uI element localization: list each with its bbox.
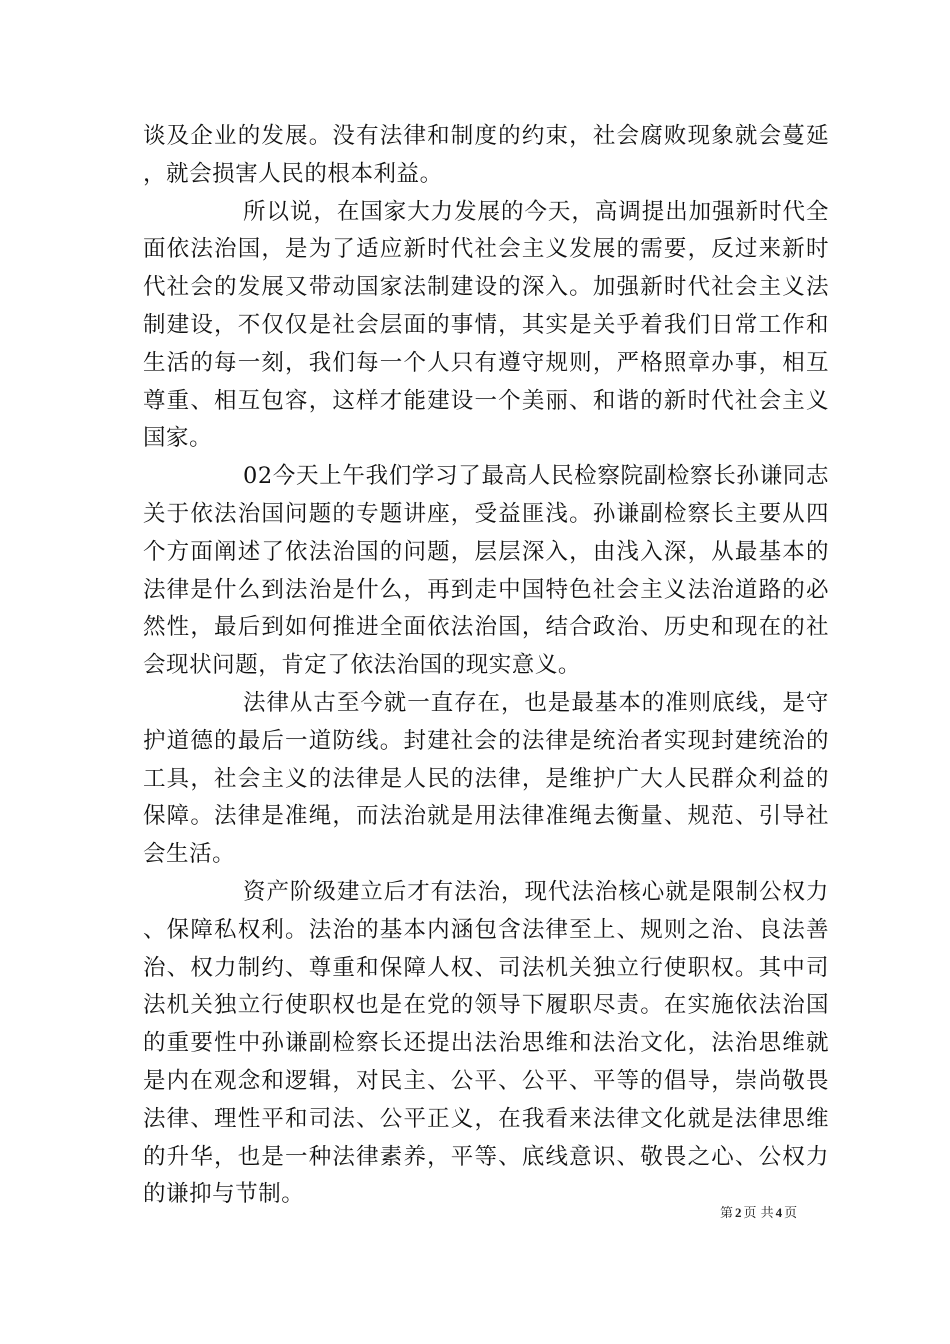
footer-middle: 页 共 bbox=[743, 1206, 774, 1221]
paragraph-3: 02今天上午我们学习了最高人民检察院副检察长孙谦同志关于依法治国问题的专题讲座，受益匪浅。孙谦副检察长主要从四个方面阐述了依法治国的问题，层层深入，由浅入深，从最基本的法律是什么到法治是什么，再到走中国特色社会主义法治道路的必然性，最后到如何推进全面依法治国，结合政治、历史和现在的社会现状问题，肯定了依法治国的现实意义。 bbox=[143, 463, 829, 679]
footer-suffix: 页 bbox=[784, 1206, 798, 1221]
paragraph-2: 所以说，在国家大力发展的今天，高调提出加强新时代全面依法治国，是为了适应新时代社会主义发展的需要，反过来新时代社会的发展又带动国家法制建设的深入。加强新时代社会主义法制建设，不仅仅是社会层面的事情，其实是关乎着我们日常工作和生活的每一刻，我们每一个人只有遵守规则，严格照章办事，相互尊重、相互包容，这样才能建设一个美丽、和谐的新时代社会主义国家。 bbox=[143, 198, 829, 452]
total-page-count: 4 bbox=[775, 1205, 783, 1220]
paragraph-4: 法律从古至今就一直存在，也是最基本的准则底线，是守护道德的最后一道防线。封建社会的法律是统治者实现封建统治的工具，社会主义的法律是人民的法律，是维护广大人民群众利益的保障。法律是准绳，而法治就是用法律准绳去衡量、规范、引导社会生活。 bbox=[143, 689, 829, 868]
current-page-number: 2 bbox=[735, 1205, 742, 1220]
footer-prefix: 第 bbox=[720, 1206, 734, 1221]
page-number-footer bbox=[720, 1204, 797, 1223]
paragraph-5: 资产阶级建立后才有法治，现代法治核心就是限制公权力、保障私权利。法治的基本内涵包含法律至上、规则之治、良法善治、权力制约、尊重和保障人权、司法机关独立行使职权。其中司法机关独立行使职权也是在党的领导下履职尽责。在实施依法治国的重要性中孙谦副检察长还提出法治思维和法治文化，法治思维就是内在观念和逻辑，对民主、公平、公平、平等的倡导，崇尚敬畏法律、理性平和司法、公平正义，在我看来法律文化就是法律思维的升华，也是一种法律素养，平等、底线意识、敬畏之心、公权力的谦抑与节制。 bbox=[143, 878, 829, 1208]
paragraph-1: 谈及企业的发展。没有法律和制度的约束，社会腐败现象就会蔓延，就会损害人民的根本利益。 bbox=[143, 123, 829, 187]
document-body bbox=[143, 118, 829, 1214]
